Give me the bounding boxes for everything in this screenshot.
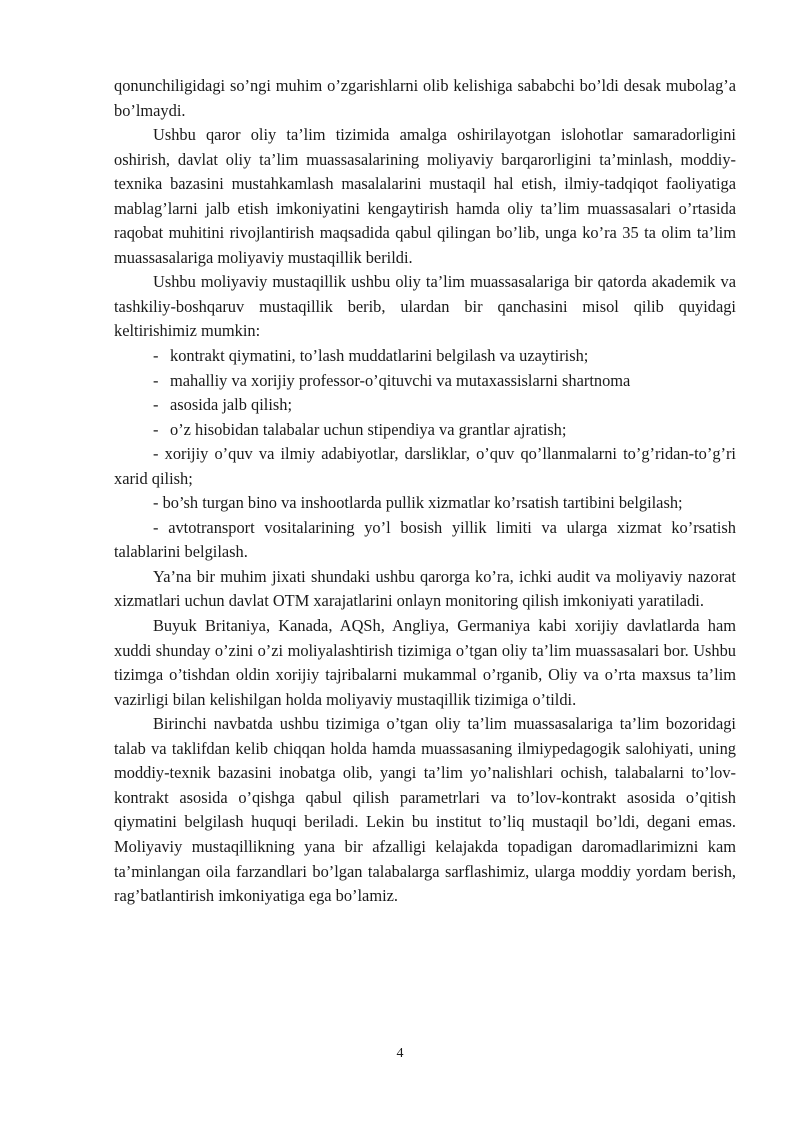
paragraph: Birinchi navbatda ushbu tizimiga o’tgan oliy ta’lim muassasalariga ta’lim bozoridagi talab va taklifdan kelib chiqqan holda hamda muassasaning ilmiypedagogik salohiyati, uning moddiy-texnik bazasini inobatga olib, yangi ta’lim yo’nalishlari ochish, talabalarni to’lov-kontrakt asosida o’qishga qabul qilish parametrlari va to’lov-kontrakt asosida o’qitish qiymatini belgilash huquqi beriladi. Lekin bu institut to’liq mustaqil bo’ldi, degani emas. Moliyaviy mustaqillikning yana bir afzalligi kelajakda topadigan daromadlarimizni kam ta’minlangan oila farzandlari bo’lgan talabalarga sarflashimiz, ularga moddiy yordam berish, rag’batlantirish imkoniyatiga ega bo’lamiz.: [114, 714, 736, 906]
paragraph: Ya’na bir muhim jixati shundaki ushbu qarorga ko’ra, ichki audit va moliyaviy nazorat xizmatlari uchun davlat OTM xarajatlarini onlayn monitoring qilish imkoniyati yaratiladi.: [114, 566, 736, 611]
paragraph: Buyuk Britaniya, Kanada, AQSh, Angliya, Germaniya kabi xorijiy davlatlarda ham xuddi shunday o’zini o’zi moliyalashtirish tizimiga o’tgan oliy ta’lim muassasalari bor. Ushbu tizimga o’tishdan oldin xorijiy tajribalarni mukammal o’rganib, Oliy va o’rta maxsus ta’lim vazirligi bilan kelishilgan holda moliyaviy mustaqillik tizimiga o’tildi.: [114, 616, 736, 709]
list-dash: -: [153, 517, 159, 537]
list-item: [114, 369, 736, 394]
list-item-text: avtotransport vositalarining yo’l bosish yillik limiti va ularga xizmat ko’rsatish talablarini belgilash.: [114, 517, 736, 562]
list-item: [114, 516, 736, 565]
list-item-text: mahalliy va xorijiy professor-o’qituvchi va mutaxassislarni shartnoma: [170, 370, 631, 390]
list-item-text: xorijiy o’quv va ilmiy adabiyotlar, darsliklar, o’quv qo’llanmalarni to’g’ridan-to’g’ri xarid qilish;: [114, 444, 736, 488]
list-item-text: asosida jalb qilish;: [170, 395, 293, 415]
list-item: [114, 393, 736, 418]
list-dash: -: [153, 370, 159, 390]
list-dash: -: [153, 444, 159, 464]
list-item: [114, 442, 736, 491]
list-item-text: bo’sh turgan bino va inshootlarda pullik xizmatlar ko’rsatish tartibini belgilash;: [162, 493, 683, 513]
list-item-text: kontrakt qiymatini, to’lash muddatlarini belgilash va uzaytirish;: [170, 346, 589, 366]
list-dash: -: [153, 419, 159, 439]
list-item-text: o’z hisobidan talabalar uchun stipendiya va grantlar ajratish;: [170, 419, 567, 439]
list-item: [114, 491, 736, 516]
page-number: 4: [396, 1046, 404, 1061]
list-item: [114, 344, 736, 369]
list-dash: -: [153, 493, 159, 513]
document-body: [114, 74, 736, 909]
paragraph: qonunchiligidagi so’ngi muhim o’zgarishlarni olib kelishiga sababchi bo’ldi desak mubolag’a bo’lmaydi.: [114, 76, 736, 120]
list-dash: -: [153, 395, 159, 415]
list-item: [114, 418, 736, 443]
paragraph: Ushbu moliyaviy mustaqillik ushbu oliy ta’lim muassasalariga bir qatorda akademik va tashkiliy-boshqaruv mustaqillik berib, ulardan bir qanchasini misol qilib quyidagi keltirishimiz mumkin:: [114, 272, 736, 341]
paragraph: Ushbu qaror oliy ta’lim tizimida amalga oshirilayotgan islohotlar samaradorligini oshirish, davlat oliy ta’lim muassasalarining moliyaviy barqarorligini ta’minlash, moddiy-texnika bazasini mustahkamlash masalalarini mustaqil hal etish, ilmiy-tadqiqot faoliyatiga mablag’larni jalb etish imkoniyatini kengaytirish hamda oliy ta’lim muassasalari o’rtasida raqobat muhitini rivojlantirish maqsadida qabul qilingan bo’lib, unga ko’ra 35 ta olim ta’lim muassasalariga moliyaviy mustaqillik berildi.: [114, 125, 736, 267]
list-dash: -: [153, 346, 159, 366]
